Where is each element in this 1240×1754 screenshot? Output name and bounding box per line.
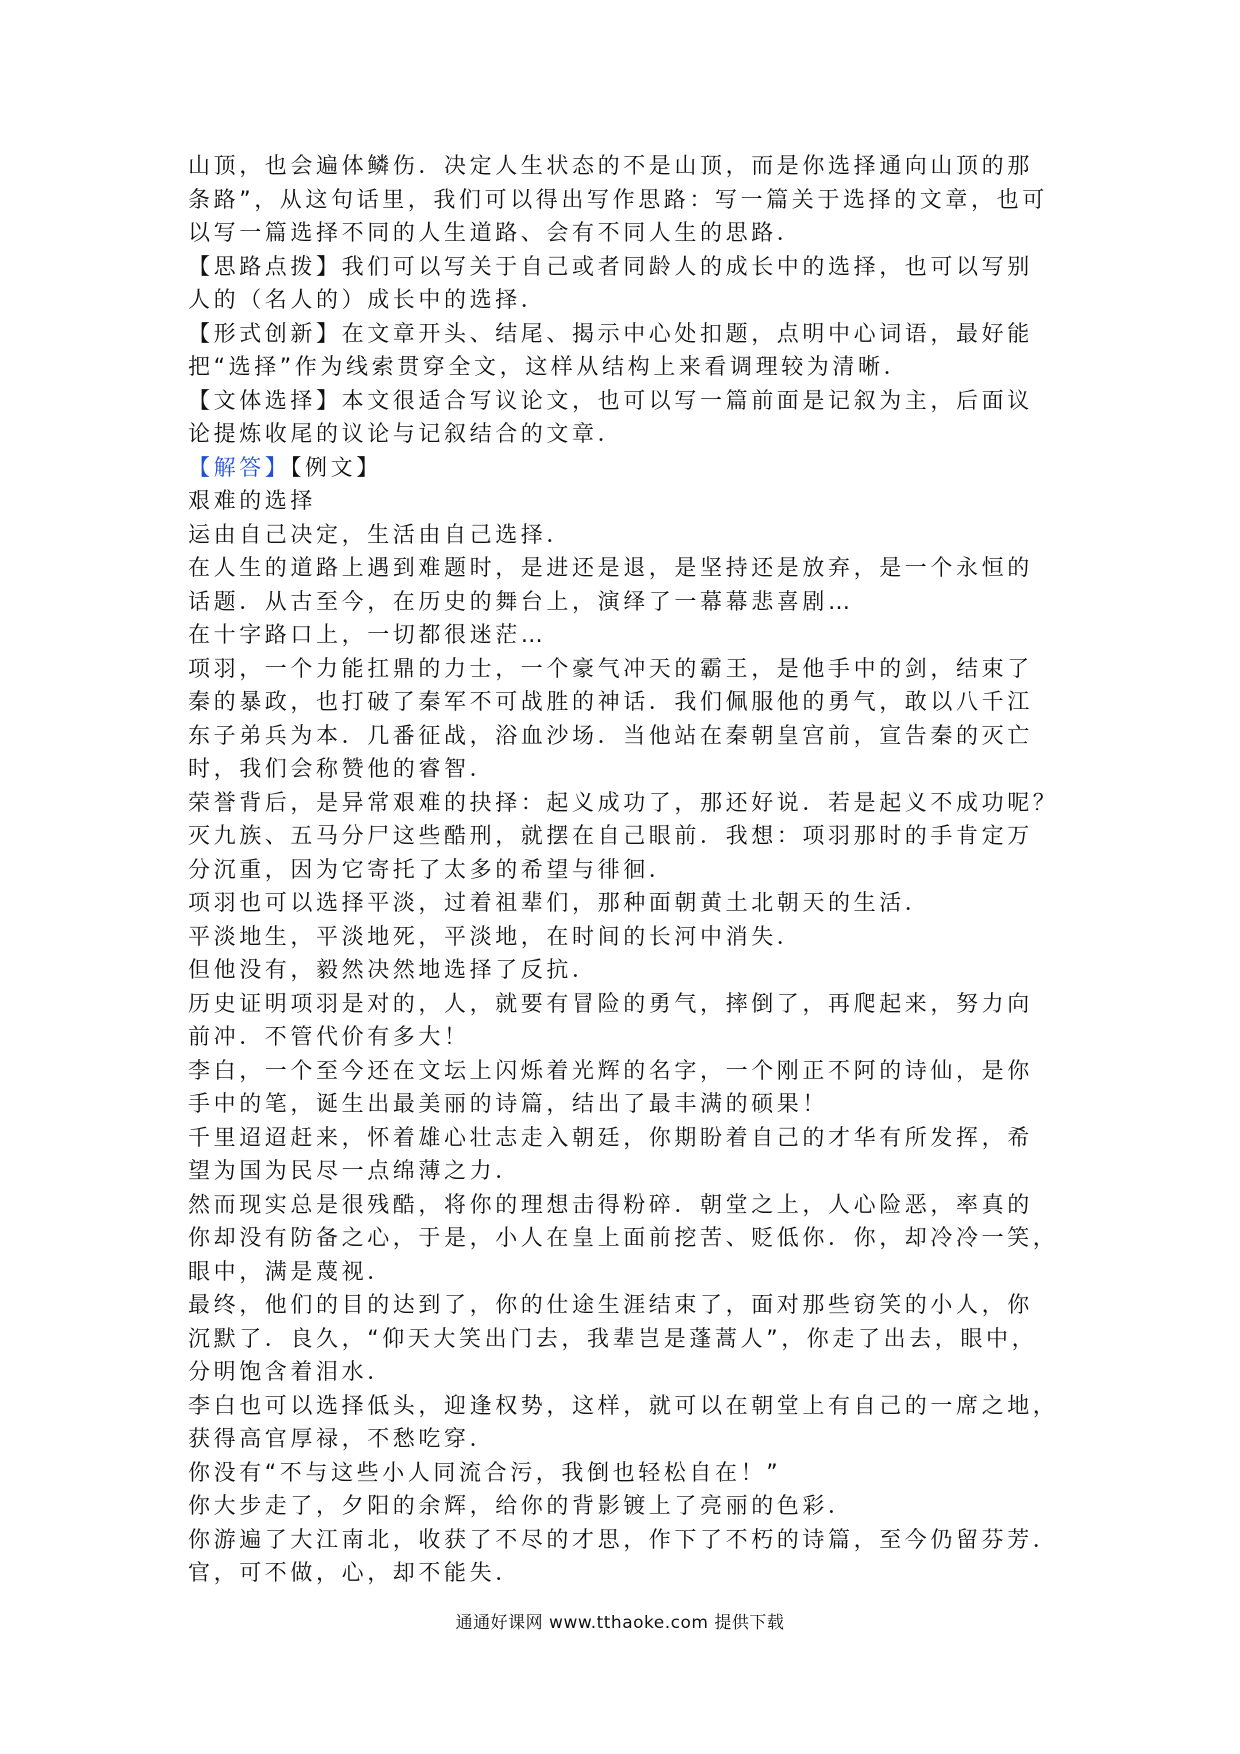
essay-line: 然而现实总是很残酷，将你的理想击得粉碎．朝堂之上，人心险恶，率真的 xyxy=(188,1192,1033,1218)
essay-line: 荣誉背后，是异常艰难的抉择：起义成功了，那还好说．若是起义不成功呢？ xyxy=(188,790,1059,816)
essay-line: 眼中，满是蔑视． xyxy=(188,1259,393,1285)
text-line: 条路”，从这句话里，我们可以得出写作思路：写一篇关于选择的文章，也可 xyxy=(188,187,1048,213)
answer-heading xyxy=(188,452,1058,486)
essay-line: 手中的笔，诞生出最美丽的诗篇，结出了最丰满的硕果！ xyxy=(188,1092,829,1117)
essay-line: 你大步走了，夕阳的余辉，给你的背影镀上了亮丽的色彩． xyxy=(188,1494,854,1519)
essay-line: 前冲．不管代价有多大！ xyxy=(188,1025,470,1050)
essay-line: 运由自己决定，生活由自己选择． xyxy=(188,522,573,548)
example-label: 【例文】 xyxy=(290,455,382,481)
text-line: 人的（名人的）成长中的选择． xyxy=(188,288,547,313)
essay-line: 平淡地生，平淡地死，平淡地，在时间的长河中消失． xyxy=(188,924,803,950)
essay-line: 在十字路口上，一切都很迷茫… xyxy=(188,623,547,648)
essay-line: 分明饱含着泪水． xyxy=(188,1360,393,1385)
essay-line: 李白，一个至今还在文坛上闪烁着光辉的名字，一个刚正不阿的诗仙，是你 xyxy=(188,1058,1033,1084)
text-line: 【文体选择】本文很适合写议论文，也可以写一篇前面是记叙为主，后面议 xyxy=(188,388,1033,414)
essay-line: 望为国为民尽一点绵薄之力． xyxy=(188,1159,521,1184)
essay-line: 秦的暴政，也打破了秦军不可战胜的神话．我们佩服他的勇气，敢以八千江 xyxy=(188,690,1033,715)
text-line: 【思路点拨】我们可以写关于自己或者同龄人的成长中的选择，也可以写别 xyxy=(188,254,1033,280)
essay-line: 你却没有防备之心，于是，小人在皇上面前挖苦、贬低你．你，却冷冷一笑， xyxy=(188,1226,1059,1251)
essay-line: 项羽，一个力能扛鼎的力士，一个豪气冲天的霸王，是他手中的剑，结束了 xyxy=(188,656,1033,682)
text-line: 以写一篇选择不同的人生道路、会有不同人生的思路． xyxy=(188,221,803,246)
essay-line: 分沉重，因为它寄托了太多的希望与徘徊． xyxy=(188,857,675,883)
essay-line: 李白也可以选择低头，迎逢权势，这样，就可以在朝堂上有自己的一席之地， xyxy=(188,1393,1059,1419)
essay-line: 获得高官厚禄，不愁吃穿． xyxy=(188,1427,496,1452)
text-line: 【形式创新】在文章开头、结尾、揭示中心处扣题，点明中心词语，最好能 xyxy=(188,321,1033,347)
essay-line: 时，我们会称赞他的睿智． xyxy=(188,757,496,782)
page-footer: 通通好课网 www.tthaoke.com 提供下载 xyxy=(455,1613,785,1633)
essay-line: 你游遍了大江南北，收获了不尽的才思，作下了不朽的诗篇，至今仍留芬芳． xyxy=(188,1527,1059,1553)
text-line: 山顶，也会遍体鳞伤．决定人生状态的不是山顶，而是你选择通向山顶的那 xyxy=(188,154,1033,179)
essay-line: 历史证明项羽是对的，人，就要有冒险的勇气，摔倒了，再爬起来，努力向 xyxy=(188,991,1033,1017)
essay-line: 东子弟兵为本．几番征战，浴血沙场．当他站在秦朝皇宫前，宣告秦的灭亡 xyxy=(188,723,1033,749)
essay-line: 但他没有，毅然决然地选择了反抗． xyxy=(188,958,598,983)
essay-line: 沉默了．良久，“仰天大笑出门去，我辈岂是蓬蒿人”，你走了出去，眼中， xyxy=(188,1326,1038,1352)
essay-line: 千里迢迢赶来，怀着雄心壮志走入朝廷，你期盼着自己的才华有所发挥，希 xyxy=(188,1125,1033,1151)
essay-line: 官，可不做，心，却不能失． xyxy=(188,1561,521,1586)
text-line: 论提炼收尾的议论与记叙结合的文章． xyxy=(188,422,624,447)
essay-line: 你没有“不与这些小人同流合污，我倒也轻松自在！” xyxy=(188,1460,782,1486)
text-line: 把“选择”作为线索贯穿全文，这样从结构上来看调理较为清晰． xyxy=(188,355,910,380)
answer-label: 【解答】 xyxy=(188,455,291,481)
essay-line: 灭九族、五马分尸这些酷刑，就摆在自己眼前．我想：项羽那时的手肯定万 xyxy=(188,824,1033,849)
essay-line: 项羽也可以选择平淡，过着祖辈们，那种面朝黄土北朝天的生活． xyxy=(188,891,931,916)
document-body xyxy=(188,150,1058,1591)
essay-title: 艰难的选择 xyxy=(188,489,317,514)
essay-line: 在人生的道路上遇到难题时，是进还是退，是坚持还是放弃，是一个永恒的 xyxy=(188,556,1033,581)
essay-line: 最终，他们的目的达到了，你的仕途生涯结束了，面对那些窃笑的小人，你 xyxy=(188,1293,1033,1318)
essay-line: 话题．从古至今，在历史的舞台上，演绎了一幕幕悲喜剧… xyxy=(188,589,854,615)
